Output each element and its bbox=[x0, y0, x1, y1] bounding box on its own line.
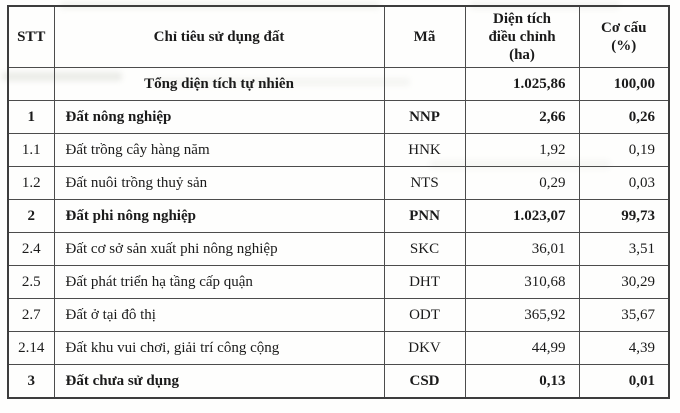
column-header-share-label: Cơ cấu (%) bbox=[601, 19, 647, 54]
cell-share: 100,00 bbox=[579, 68, 669, 101]
cell-area: 310,68 bbox=[465, 266, 579, 299]
cell-code: PNN bbox=[384, 200, 465, 233]
cell-stt: 1.2 bbox=[8, 167, 54, 200]
table-row bbox=[8, 101, 669, 134]
cell-code: DKV bbox=[384, 332, 465, 365]
table-row bbox=[8, 299, 669, 332]
cell-stt: 1.1 bbox=[8, 134, 54, 167]
table-header bbox=[8, 6, 669, 68]
cell-share: 0,19 bbox=[579, 134, 669, 167]
cell-stt bbox=[8, 68, 54, 101]
cell-area: 1.025,86 bbox=[465, 68, 579, 101]
cell-code: NNP bbox=[384, 101, 465, 134]
cell-name: Đất ở tại đô thị bbox=[54, 299, 384, 332]
cell-name: Đất trồng cây hàng năm bbox=[54, 134, 384, 167]
table-row bbox=[8, 365, 669, 399]
table-row bbox=[8, 167, 669, 200]
cell-code: NTS bbox=[384, 167, 465, 200]
cell-area: 0,13 bbox=[465, 365, 579, 399]
cell-area: 1.023,07 bbox=[465, 200, 579, 233]
table-row bbox=[8, 266, 669, 299]
cell-name: Tổng diện tích tự nhiên bbox=[54, 68, 384, 101]
cell-share: 0,01 bbox=[579, 365, 669, 399]
column-header-stt bbox=[8, 6, 54, 68]
column-header-code-label: Mã bbox=[413, 29, 436, 46]
table-row bbox=[8, 200, 669, 233]
cell-stt: 3 bbox=[8, 365, 54, 399]
table-body bbox=[8, 68, 669, 399]
column-header-name-label: Chỉ tiêu sử dụng đất bbox=[153, 29, 285, 46]
cell-stt: 2.14 bbox=[8, 332, 54, 365]
cell-share: 3,51 bbox=[579, 233, 669, 266]
land-use-table bbox=[7, 5, 670, 399]
cell-stt: 2.4 bbox=[8, 233, 54, 266]
cell-code: HNK bbox=[384, 134, 465, 167]
cell-share: 35,67 bbox=[579, 299, 669, 332]
column-header-stt-label: STT bbox=[17, 29, 46, 46]
cell-code: DHT bbox=[384, 266, 465, 299]
cell-name: Đất nuôi trồng thuỷ sản bbox=[54, 167, 384, 200]
cell-share: 4,39 bbox=[579, 332, 669, 365]
column-header-area bbox=[465, 6, 579, 68]
column-header-name bbox=[54, 6, 384, 68]
column-header-area-label: Diện tích điều chỉnh (ha) bbox=[488, 10, 556, 64]
table-row bbox=[8, 233, 669, 266]
table-row bbox=[8, 332, 669, 365]
cell-name: Đất chưa sử dụng bbox=[54, 365, 384, 399]
cell-area: 1,92 bbox=[465, 134, 579, 167]
cell-share: 0,03 bbox=[579, 167, 669, 200]
cell-name: Đất phát triển hạ tầng cấp quận bbox=[54, 266, 384, 299]
cell-stt: 2.7 bbox=[8, 299, 54, 332]
cell-name: Đất nông nghiệp bbox=[54, 101, 384, 134]
cell-area: 365,92 bbox=[465, 299, 579, 332]
cell-stt: 1 bbox=[8, 101, 54, 134]
table-row bbox=[8, 68, 669, 101]
cell-stt: 2.5 bbox=[8, 266, 54, 299]
cell-share: 30,29 bbox=[579, 266, 669, 299]
cell-name: Đất phi nông nghiệp bbox=[54, 200, 384, 233]
table-row bbox=[8, 134, 669, 167]
cell-stt: 2 bbox=[8, 200, 54, 233]
cell-code: ODT bbox=[384, 299, 465, 332]
header-row bbox=[8, 6, 669, 68]
cell-share: 99,73 bbox=[579, 200, 669, 233]
cell-name: Đất cơ sở sản xuất phi nông nghiệp bbox=[54, 233, 384, 266]
cell-area: 2,66 bbox=[465, 101, 579, 134]
cell-code: SKC bbox=[384, 233, 465, 266]
cell-area: 44,99 bbox=[465, 332, 579, 365]
cell-area: 36,01 bbox=[465, 233, 579, 266]
cell-code: CSD bbox=[384, 365, 465, 399]
cell-name: Đất khu vui chơi, giải trí công cộng bbox=[54, 332, 384, 365]
cell-area: 0,29 bbox=[465, 167, 579, 200]
cell-code bbox=[384, 68, 465, 101]
column-header-code bbox=[384, 6, 465, 68]
cell-share: 0,26 bbox=[579, 101, 669, 134]
column-header-share bbox=[579, 6, 669, 68]
